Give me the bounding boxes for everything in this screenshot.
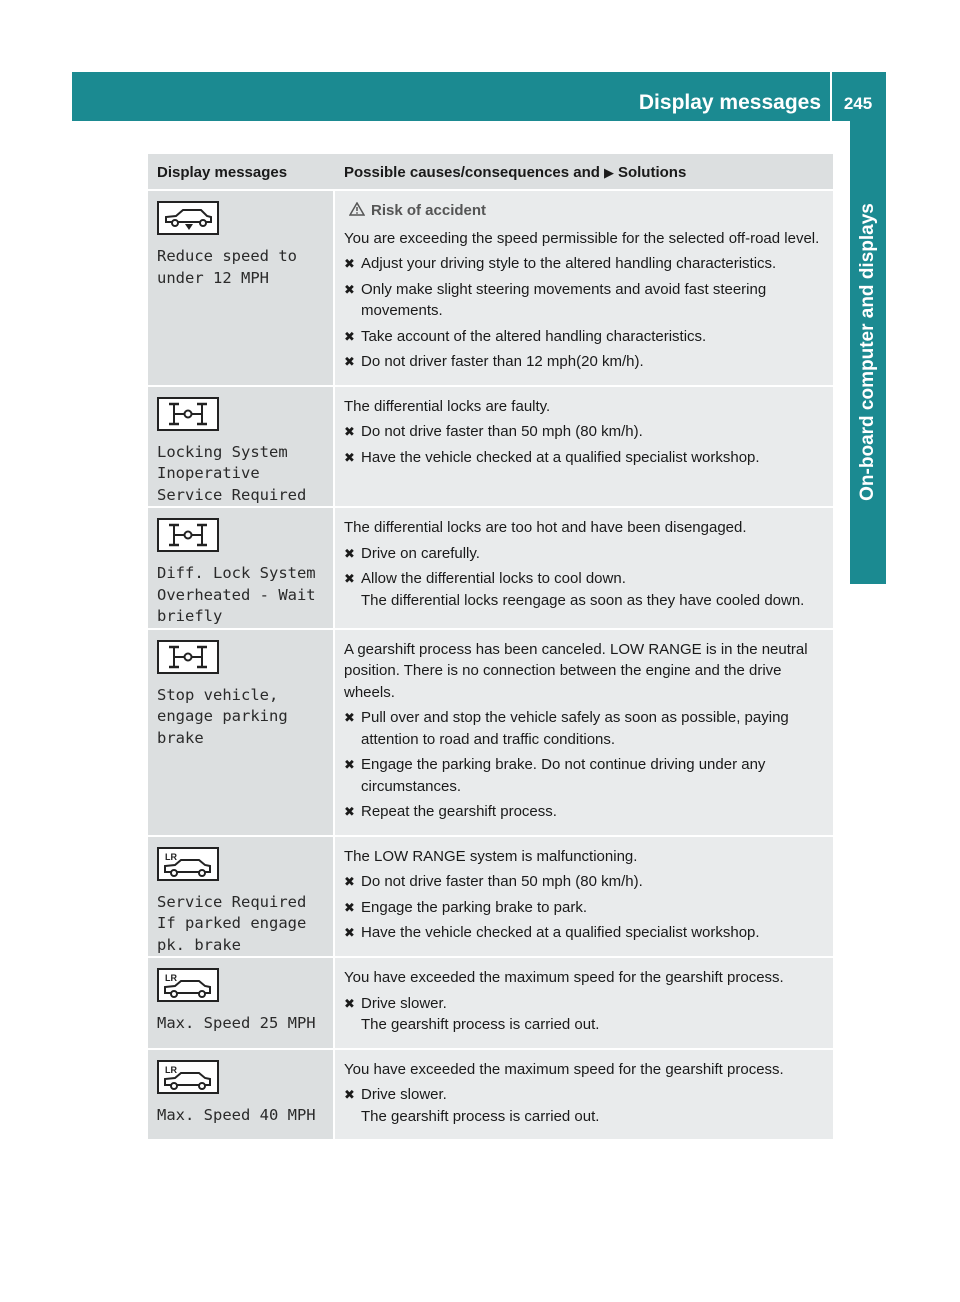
step-text: Repeat the gearshift process. bbox=[361, 803, 557, 820]
step-arrow-icon: ✖ bbox=[344, 256, 355, 271]
step-arrow-icon: ✖ bbox=[344, 571, 355, 586]
side-tab-marker bbox=[850, 548, 886, 584]
step-text: Do not drive faster than 50 mph (80 km/h). bbox=[361, 423, 643, 440]
step-result: The differential locks reengage as soon as they have cooled down. bbox=[361, 591, 805, 609]
solution-step bbox=[344, 922, 827, 944]
solution-step bbox=[344, 801, 827, 823]
solution-cell bbox=[335, 630, 833, 835]
step-arrow-icon: ✖ bbox=[344, 328, 355, 344]
warning-heading bbox=[344, 200, 827, 222]
solution-cell bbox=[335, 837, 833, 957]
display-message-cell bbox=[148, 958, 335, 1048]
display-message-cell bbox=[148, 387, 335, 507]
cause-paragraph: The differential locks are too hot and have been disengaged. bbox=[344, 519, 747, 536]
solution-step bbox=[344, 543, 827, 565]
column-header-messages: Display messages bbox=[157, 164, 288, 181]
step-text: Do not drive faster than 50 mph (80 km/h). bbox=[361, 873, 643, 890]
page-number: 245 bbox=[843, 94, 873, 113]
step-text: Only make slight steering movements and avoid fast steering movements. bbox=[361, 280, 767, 319]
solution-step bbox=[344, 326, 827, 348]
table-body bbox=[148, 191, 833, 1141]
display-message-text: Max. Speed 25 MPH bbox=[157, 1014, 316, 1032]
step-text: Adjust your driving style to the altered handling characteristics. bbox=[361, 255, 777, 272]
solution-cell bbox=[335, 1050, 833, 1140]
differential-lock-icon bbox=[157, 518, 333, 557]
step-text: Drive slower. bbox=[361, 1086, 447, 1103]
step-text: Allow the differential locks to cool down. bbox=[361, 570, 626, 587]
step-arrow-icon: ✖ bbox=[344, 899, 355, 915]
column-header-solutions-text: Solutions bbox=[617, 164, 687, 181]
table-row bbox=[148, 191, 833, 387]
step-arrow-icon: ✖ bbox=[344, 449, 355, 465]
solution-step bbox=[344, 421, 827, 443]
step-arrow-icon: ✖ bbox=[344, 804, 355, 819]
svg-text:LR: LR bbox=[165, 1064, 177, 1075]
warning-triangle-icon bbox=[349, 202, 365, 216]
differential-lock-icon bbox=[157, 397, 333, 436]
low-range-icon bbox=[157, 968, 333, 1007]
display-message-cell bbox=[148, 508, 335, 628]
solution-step bbox=[344, 707, 827, 750]
side-chapter-label: On-board computer and displays bbox=[857, 203, 878, 501]
solution-step bbox=[344, 993, 827, 1036]
solution-step bbox=[344, 754, 827, 797]
display-message-cell bbox=[148, 630, 335, 835]
step-text: Drive slower. bbox=[361, 994, 447, 1012]
table-row bbox=[148, 1050, 833, 1142]
solution-step bbox=[344, 1084, 827, 1127]
table-row bbox=[148, 958, 833, 1050]
solution-step bbox=[344, 568, 827, 611]
step-result: The gearshift process is carried out. bbox=[361, 1016, 600, 1033]
column-header-causes-text: Possible causes/consequences and bbox=[344, 164, 600, 181]
solution-cell bbox=[335, 958, 833, 1048]
step-text: Engage the parking brake. Do not continue driving under any circumstances. bbox=[361, 756, 766, 795]
step-arrow-icon: ✖ bbox=[344, 1087, 355, 1102]
cause-paragraph: You have exceeded the maximum speed for the gearshift process. bbox=[344, 969, 784, 986]
display-message-text: Max. Speed 40 MPH bbox=[157, 1105, 316, 1124]
display-message-cell bbox=[148, 1050, 335, 1140]
solution-step bbox=[344, 871, 827, 893]
table-row bbox=[148, 508, 833, 630]
header-bar bbox=[72, 72, 886, 121]
solution-step bbox=[344, 447, 827, 469]
header-divider bbox=[830, 72, 832, 121]
step-arrow-icon: ✖ bbox=[344, 354, 355, 369]
cause-paragraph: A gearshift process has been canceled. LOW RANGE is in the neutral position. There is no connection between the engine and the drive wheels. bbox=[344, 640, 808, 701]
solution-arrow-icon: ▶ bbox=[603, 165, 614, 180]
cause-paragraph: You are exceeding the speed permissible for the selected off-road level. bbox=[344, 229, 820, 247]
step-arrow-icon: ✖ bbox=[344, 995, 355, 1011]
cause-paragraph: You have exceeded the maximum speed for the gearshift process. bbox=[344, 1060, 784, 1078]
table-header bbox=[148, 154, 833, 191]
display-message-text: Locking System Inoperative Service Required bbox=[157, 442, 307, 504]
step-text: Take account of the altered handling characteristics. bbox=[361, 327, 707, 345]
table-row bbox=[148, 387, 833, 509]
step-text: Pull over and stop the vehicle safely as soon as possible, paying attention to road and traffic conditions. bbox=[361, 709, 789, 748]
step-arrow-icon: ✖ bbox=[344, 281, 355, 297]
solution-step bbox=[344, 351, 827, 373]
step-arrow-icon: ✖ bbox=[344, 710, 355, 725]
step-text: Have the vehicle checked at a qualified specialist workshop. bbox=[361, 448, 760, 466]
svg-text:LR: LR bbox=[165, 851, 177, 862]
solution-step bbox=[344, 897, 827, 919]
table-row bbox=[148, 837, 833, 959]
cause-paragraph: The LOW RANGE system is malfunctioning. bbox=[344, 847, 638, 865]
cause-paragraph: The differential locks are faulty. bbox=[344, 397, 551, 415]
display-messages-table bbox=[148, 154, 833, 1141]
warning-title: Risk of accident bbox=[371, 202, 487, 219]
step-arrow-icon: ✖ bbox=[344, 925, 355, 940]
solution-step bbox=[344, 279, 827, 322]
display-message-text: Diff. Lock System Overheated - Wait briefly bbox=[157, 564, 316, 625]
step-arrow-icon: ✖ bbox=[344, 874, 355, 889]
display-message-cell bbox=[148, 837, 335, 957]
column-header-causes bbox=[335, 154, 833, 189]
page-section-title: Display messages bbox=[638, 91, 821, 114]
step-text: Engage the parking brake to park. bbox=[361, 898, 587, 916]
display-message-text: Service Required If parked engage pk. brake bbox=[157, 892, 307, 954]
step-result: The gearshift process is carried out. bbox=[361, 1107, 600, 1125]
solution-cell bbox=[335, 508, 833, 628]
table-row bbox=[148, 630, 833, 837]
display-message-text: Reduce speed to under 12 MPH bbox=[157, 247, 297, 287]
step-text: Do not driver faster than 12 mph(20 km/h). bbox=[361, 353, 644, 370]
step-text: Have the vehicle checked at a qualified specialist workshop. bbox=[361, 924, 760, 941]
step-arrow-icon: ✖ bbox=[344, 424, 355, 439]
step-text: Drive on carefully. bbox=[361, 544, 480, 562]
solution-cell bbox=[335, 191, 833, 385]
step-arrow-icon: ✖ bbox=[344, 545, 355, 561]
display-message-cell bbox=[148, 191, 335, 385]
display-message-text: Stop vehicle, engage parking brake bbox=[157, 685, 288, 747]
solution-step bbox=[344, 253, 827, 275]
low-range-icon bbox=[157, 1060, 333, 1099]
step-arrow-icon: ✖ bbox=[344, 757, 355, 772]
differential-lock-icon bbox=[157, 640, 333, 679]
offroad-speed-icon bbox=[157, 201, 333, 240]
svg-text:LR: LR bbox=[165, 973, 177, 983]
low-range-icon bbox=[157, 847, 333, 886]
solution-cell bbox=[335, 387, 833, 507]
